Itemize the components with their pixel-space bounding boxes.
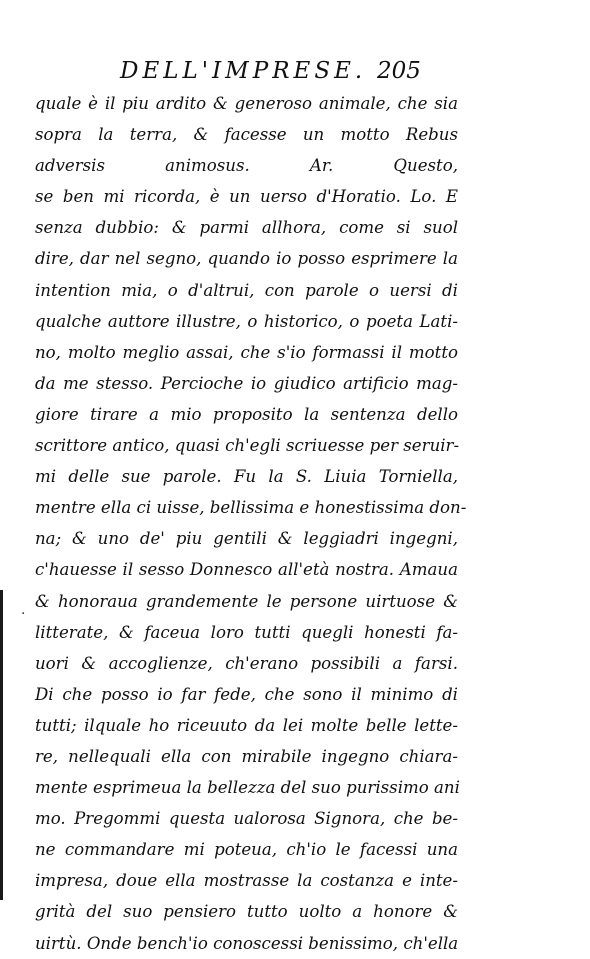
text-line: senza dubbio: & parmi allhora, come si suol xyxy=(35,218,458,238)
text-line: adversis animosus. Ar. Questo, xyxy=(35,156,458,176)
text-line: dire, dar nel segno, quando io posso esprimere la xyxy=(35,249,458,269)
text-line: mo. Pregommi questa ualorosa Signora, che be- xyxy=(35,809,458,829)
page-edge-shadow xyxy=(0,590,3,900)
body-text xyxy=(35,88,465,959)
running-title: DELL'IMPRESE. xyxy=(120,58,367,84)
page-number: 205 xyxy=(377,58,421,84)
text-line: se ben mi ricorda, è un uerso d'Horatio. Lo. E xyxy=(35,187,458,207)
text-line: mente esprimeua la bellezza del suo purissimo ani xyxy=(35,778,460,798)
text-line: impresa, doue ella mostrasse la costanza e inte- xyxy=(35,871,458,891)
text-line: c'hauesse il sesso Donnesco all'età nostra. Amaua xyxy=(35,560,458,580)
margin-mark: · xyxy=(21,606,26,622)
text-line: ne commandare mi poteua, ch'io le facessi una xyxy=(35,840,458,860)
text-line: sopra la terra, & facesse un motto Rebus xyxy=(35,125,458,145)
text-line: re, nellequali ella con mirabile ingegno chiara- xyxy=(35,746,458,766)
text-line: tutti; ilquale ho riceuuto da lei molte belle lette- xyxy=(35,715,458,735)
text-line: litterate, & faceua loro tutti quegli honesti fa- xyxy=(35,622,458,642)
text-line: na; & uno de' piu gentili & leggiadri ingegni, xyxy=(35,529,458,549)
text-line: grità del suo pensiero tutto uolto a honore & xyxy=(35,902,458,922)
text-line: mentre ella ci uisse, bellissima e honestissima don- xyxy=(35,498,467,518)
text-line: no, molto meglio assai, che s'io formassi il motto xyxy=(35,342,458,362)
text-line: intention mia, o d'altrui, con parole o uersi di xyxy=(35,280,458,300)
text-line: mi delle sue parole. Fu la S. Liuia Torniella, xyxy=(35,467,458,487)
text-line: quale è il piu ardito & generoso animale, che sia xyxy=(35,94,458,113)
text-line: uirtù. Onde bench'io conoscessi benissimo, ch'ella xyxy=(35,933,459,953)
text-line: qualche auttore illustre, o historico, o poeta Lati- xyxy=(35,311,458,331)
text-line: uori & accoglienze, ch'erano possibili a farsi. xyxy=(35,653,458,673)
text-line: giore tirare a mio proposito la sentenza dello xyxy=(35,404,458,424)
text-line: & honoraua grandemente le persone uirtuose & xyxy=(35,591,458,611)
text-line: Di che posso io far fede, che sono il minimo di xyxy=(35,684,458,704)
text-line: da me stesso. Percioche io giudico artificio mag- xyxy=(35,373,458,393)
page-header xyxy=(112,58,442,90)
text-line: scrittore antico, quasi ch'egli scriuesse per seruir- xyxy=(35,436,460,456)
